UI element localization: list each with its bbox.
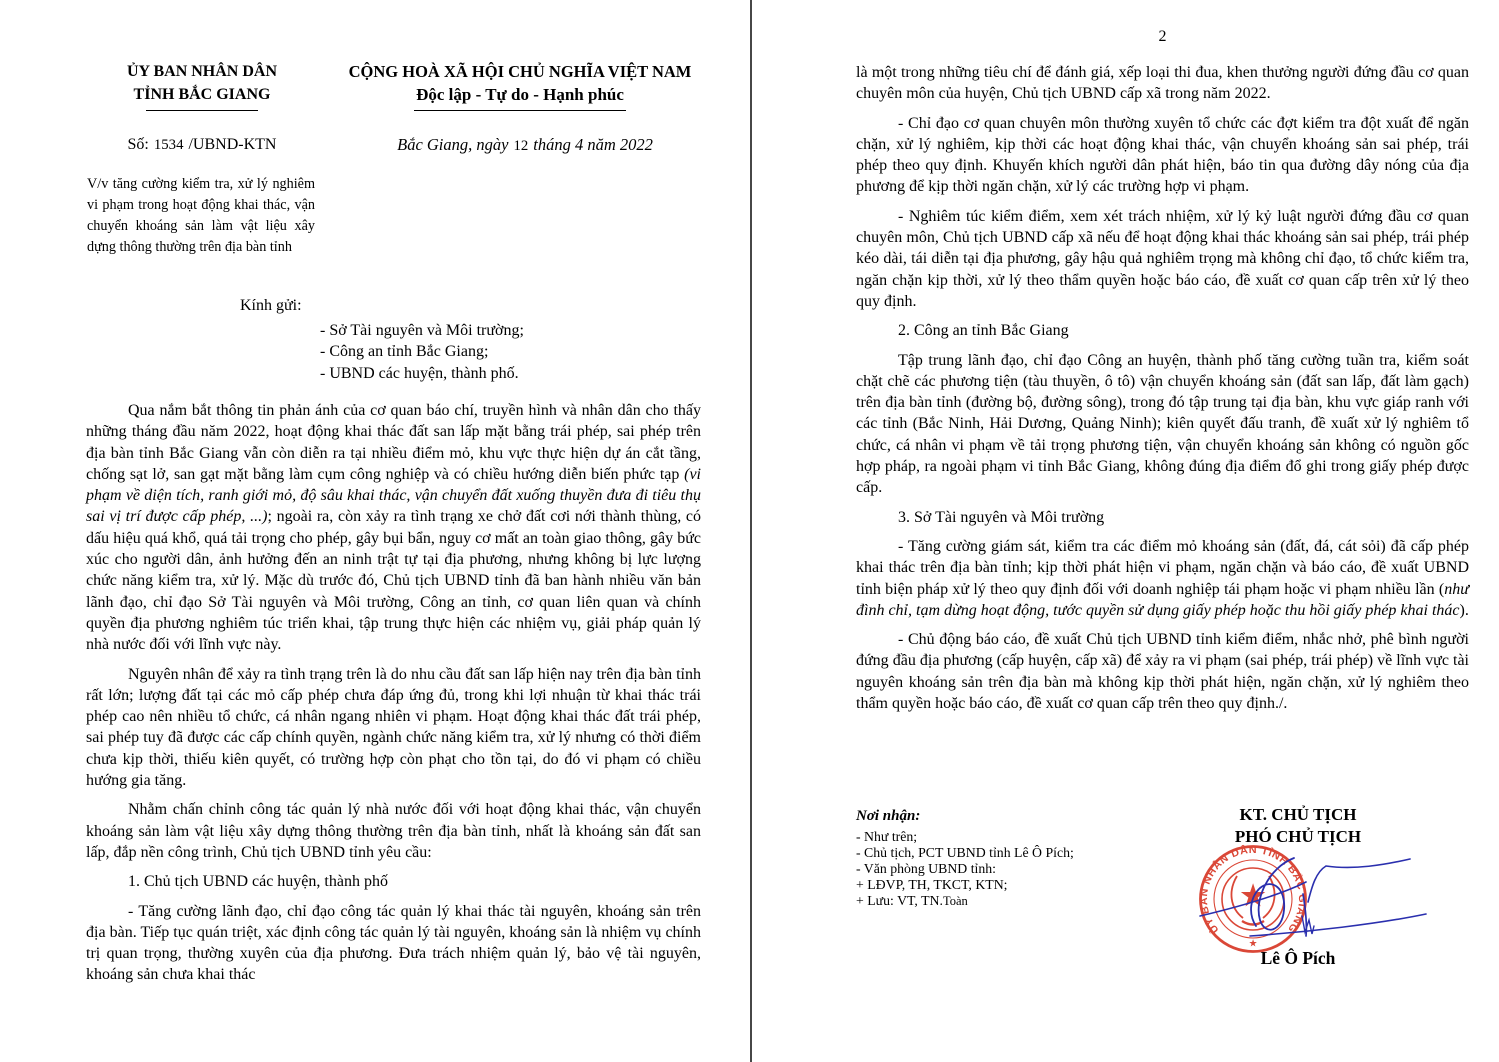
paragraph xyxy=(86,664,701,792)
text-run: Qua nắm bắt thông tin phản ánh của cơ quan báo chí, truyền hình và nhân dân cho thấy những tháng đầu năm 2022, hoạt động khai thác đất san lấp mặt bằng trái phép, sai phép trên địa bàn tỉnh Bắc Giang vẫn còn diễn ra tại nhiều điểm mỏ, khu vực thực hiện dự án cắt tầng, chống sạt lở, san gạt mặt bằng làm cụm công nghiệp và có chiều hướng diễn biến phức tạp xyxy=(86,402,701,483)
text-run: Nguyên nhân để xảy ra tình trạng trên là do nhu cầu đất san lấp hiện nay trên địa bàn tỉnh rất lớn; lượng đất tại các mỏ cấp phép chưa đáp ứng đủ, trong khi lợi nhuận từ khai thác trái phép cao nên nhiều tổ chức, cá nhân ngang nhiên vi phạm. Hoạt động khai thác đất trái phép, sai phép tuy đã được các cấp chính quyền, ngành chức năng kiểm tra, xử lý nhưng có thời điểm chưa kịp thời, thiếu kiên quyết, có trường hợp còn phạt cho tồn tại, do đó vi phạm có chiều hướng gia tăng. xyxy=(86,665,701,790)
date-suffix: tháng 4 năm 2022 xyxy=(533,135,653,154)
date-day: 12 xyxy=(513,138,529,154)
national-motto: Độc lập - Tự do - Hạnh phúc xyxy=(416,85,624,104)
noi-nhan-line xyxy=(856,861,1186,877)
text-run: (vi phạm về diện tích, ranh giới mỏ, độ sâu khai thác, vận chuyển đất xuống thuyền đưa đi tiêu thụ sai vị trí được cấp phép, ...) xyxy=(86,465,701,526)
text-run: - Nghiêm túc kiểm điểm, xem xét trách nhiệm, xử lý kỷ luật người đứng đầu cơ quan chuyên môn, Chủ tịch UBND cấp xã nếu để hoạt động khai thác khoáng sản sai phép, trái phép kéo dài, tái diễn tại địa phương, gây hậu quả nghiêm trọng mà không chỉ đạo, tổ chức kiểm tra, ngăn chặn kịp thời, xử lý theo thẩm quyền hoặc báo cáo, đề xuất cơ quan cấp trên xử lý theo quy định. xyxy=(856,207,1469,310)
paragraph xyxy=(856,536,1469,621)
paragraph xyxy=(856,62,1469,105)
doc-number-suffix: /UBND-KTN xyxy=(188,136,277,153)
motto-underline xyxy=(414,110,626,111)
doc-number-value: 1534 xyxy=(153,137,184,153)
doc-number-label: Số: xyxy=(127,136,149,153)
text-run: + LĐVP, TH, TKCT, KTN; xyxy=(856,877,1008,892)
text-run: - Chủ động báo cáo, đề xuất Chủ tịch UBND tỉnh kiểm điểm, nhắc nhở, phê bình người đứng đầu địa phương (cấp huyện, cấp xã) để xảy ra vi phạm (sai phép, trái phép) về lĩnh vực tài nguyên khoáng sản trên địa bàn mà không kịp thời phát hiện, ngăn chặn, xử lý nghiêm theo thẩm quyền hoặc báo cáo, đề xuất cơ quan cấp trên theo quy định./. xyxy=(856,631,1469,713)
text-run: ; ngoài ra, còn xảy ra tình trạng xe chở đất cơi nới thành thùng, có dấu hiệu quá khổ, quá tải trọng cho phép, gây bụi bẩn, nguy cơ mất an toàn giao thông, gây bức xúc cho người dân, ảnh hưởng đến an ninh trật tự tại địa phương, nhưng không bị lực lượng chức năng kiểm tra, xử lý. Mặc dù trước đó, Chủ tịch UBND tỉnh đã ban hành nhiều văn bản lãnh đạo, chỉ đạo Sở Tài nguyên và Môi trường, Công an tỉnh, cơ quan liên quan và chính quyền địa phương nghiêm túc triển khai, tập trung thực hiện các nhiệm vụ, giải pháp quản lý nhà nước đối với lĩnh vực này. xyxy=(86,508,702,654)
text-run: Tập trung lãnh đạo, chỉ đạo Công an huyện, thành phố tăng cường tuần tra, kiểm soát chặt chẽ các phương tiện (tàu thuyền, ô tô) vận chuyển khoáng sản (đất san lấp, đất làm gạch) trên địa bàn tỉnh (đường bộ, đường sông), trong đó tập trung tại địa bàn, khu vực giáp ranh với các tỉnh (Bắc Ninh, Hải Dương, Quảng Ninh); kiên quyết đấu tranh, đề xuất xử lý nghiêm tổ chức, cá nhân vi phạm về tải trọng phương tiện, vận chuyển khoáng sản không có nguồn gốc hợp pháp, ra ngoài phạm vi tỉnh Bắc Giang, không đúng địa điểm đổ ghi trong giấy phép được cấp. xyxy=(856,351,1469,497)
text-run: 3. Sở Tài nguyên và Môi trường xyxy=(898,508,1105,526)
recipient-list xyxy=(320,320,524,384)
paragraph xyxy=(856,113,1469,198)
text-run: - Chỉ đạo cơ quan chuyên môn thường xuyên tổ chức các đợt kiểm tra đột xuất để ngăn chặn, xử lý nghiêm, kịp thời các hoạt động khai thác, vận chuyển khoáng sản sai phép, trái phép theo quy định. Khuyến khích người dân phát hiện, báo tin qua đường dây nóng của địa phương để kịp thời ngăn chặn, xử lý các trường hợp vi phạm. xyxy=(856,114,1469,196)
noi-nhan-line xyxy=(856,893,1186,909)
salutation: Kính gửi: xyxy=(240,297,302,314)
stamp-bottom-star: ★ xyxy=(1249,938,1257,948)
stamp-text: ỦY BAN NHÂN DÂN TỈNH BẮC GIANG xyxy=(1198,844,1308,936)
signer-titles xyxy=(1128,804,1468,848)
stamp-center-star: ★ xyxy=(1240,880,1266,911)
date-prefix: Bắc Giang, ngày xyxy=(397,135,509,154)
text-run: là một trong những tiêu chí để đánh giá, xếp loại thi đua, khen thưởng người đứng đầu cơ quan chuyên môn của huyện, Chủ tịch UBND cấp xã trong năm 2022. xyxy=(856,64,1469,103)
page2-body xyxy=(856,62,1469,714)
recipient-line: - Công an tỉnh Bắc Giang; xyxy=(320,343,489,361)
paragraph xyxy=(86,400,701,656)
noi-nhan-title: Nơi nhận: xyxy=(856,808,921,824)
page-2 xyxy=(752,0,1499,1062)
paragraph xyxy=(86,901,701,986)
text-run: ). xyxy=(1459,601,1469,619)
org-underline xyxy=(146,110,258,111)
section-heading xyxy=(856,320,1469,341)
noi-nhan-line xyxy=(856,877,1186,893)
document-number xyxy=(86,136,318,154)
text-run: - Văn phòng UBND tỉnh: xyxy=(856,861,997,876)
signer-title-pho: PHÓ CHỦ TỊCH xyxy=(1234,827,1362,846)
text-run: Toàn xyxy=(942,894,968,908)
recipient-line: - Sở Tài nguyên và Môi trường; xyxy=(320,322,524,339)
page1-body xyxy=(86,400,701,986)
text-run: - Như trên; xyxy=(856,829,918,844)
section-heading xyxy=(856,507,1469,528)
text-run: như đình chỉ, tạm dừng hoạt động, tước quyền sử dụng giấy phép hoặc thu hồi giấy phép khai thác xyxy=(856,580,1469,619)
page-number: 2 xyxy=(1158,28,1167,45)
text-run: - Chủ tịch, PCT UBND tỉnh Lê Ô Pích; xyxy=(856,845,1074,860)
org-name-line2: TỈNH BẮC GIANG xyxy=(133,86,271,103)
document-subject: V/v tăng cường kiểm tra, xử lý nghiêm vi phạm trong hoạt động khai thác, vận chuyển khoáng sản làm vật liệu xây dựng thông thường trên địa bàn tỉnh xyxy=(87,176,315,255)
recipient-line: - UBND các huyện, thành phố. xyxy=(320,364,519,382)
text-run: Nhằm chấn chỉnh công tác quản lý nhà nước đối với hoạt động khai thác, vận chuyển khoáng sản làm vật liệu xây dựng thông thường trên địa bàn tỉnh, nhất là khoáng sản đất san lấp, đắp nền công trình, Chủ tịch UBND tỉnh yêu cầu: xyxy=(86,801,701,861)
signer-title-kt: KT. CHỦ TỊCH xyxy=(1239,805,1357,824)
signature-icon xyxy=(1198,852,1430,942)
text-run: - Tăng cường lãnh đạo, chỉ đạo công tác quản lý khai thác tài nguyên, khoáng sản trên địa bàn. Tiếp tục quán triệt, xác định công tác quản lý tài nguyên, khoáng sản là nhiệm vụ chính trị quan trọng, thường xuyên của địa phương. Đưa trách nhiệm quản lý, bảo vệ tài nguyên, khoáng sản chưa khai thác xyxy=(86,902,701,984)
text-run: + Lưu: VT, TN. xyxy=(856,893,943,908)
org-name-line1: ỦY BAN NHÂN DÂN xyxy=(126,63,278,80)
text-run: 2. Công an tỉnh Bắc Giang xyxy=(898,322,1069,340)
signer-name: Lê Ô Pích xyxy=(1260,948,1336,968)
paragraph xyxy=(856,206,1469,312)
date-line xyxy=(330,135,720,155)
text-run: - Tăng cường giám sát, kiểm tra các điểm mỏ khoáng sản (đất, đá, cát sỏi) đã cấp phép khai thác trên địa bàn tỉnh; kịp thời phát hiện vi phạm, ngăn chặn và báo cáo, đề xuất UBND tỉnh biện pháp xử lý theo quy định đối với doanh nghiệp tái phạm hoặc vi phạm nhiều lần ( xyxy=(856,537,1469,598)
paragraph xyxy=(86,799,701,863)
national-title: CỘNG HOÀ XÃ HỘI CHỦ NGHĨA VIỆT NAM xyxy=(348,62,692,81)
section-heading xyxy=(86,871,701,892)
national-motto-block xyxy=(320,60,720,111)
paragraph xyxy=(856,350,1469,499)
paragraph xyxy=(856,629,1469,714)
issuing-org-block xyxy=(86,60,318,111)
text-run: 1. Chủ tịch UBND các huyện, thành phố xyxy=(128,873,388,891)
